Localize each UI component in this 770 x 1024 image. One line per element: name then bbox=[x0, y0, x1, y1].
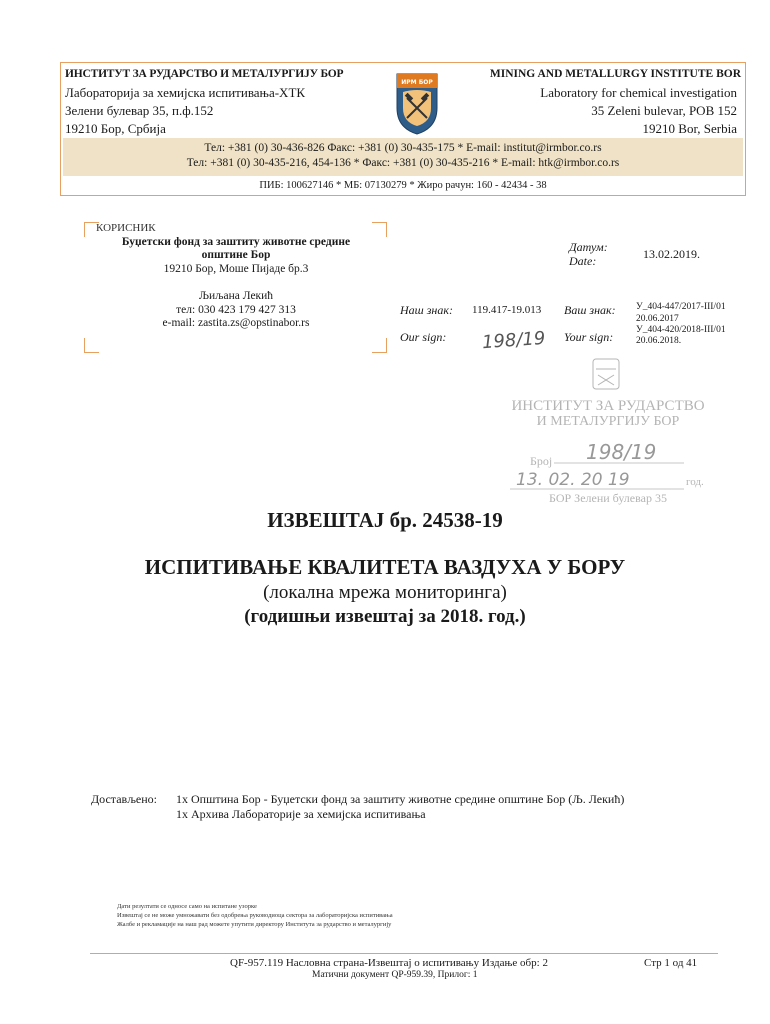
report-title: ИСПИТИВАЊЕ КВАЛИТЕТА ВАЗДУХА У БОРУ bbox=[144, 555, 626, 579]
your-sign-1: У_404-447/2017-III/01 bbox=[636, 302, 726, 312]
institute-name-en: MINING AND METALLURGY INSTITUTE BOR bbox=[489, 68, 741, 80]
footer-master-doc: Матични документ QP-959.39, Прилог: 1 bbox=[312, 970, 478, 980]
your-sign-1-date: 20.06.2017 bbox=[636, 314, 679, 324]
delivery-label: Достављено: bbox=[91, 792, 157, 806]
report-period: (годишњи извештај за 2018. год.) bbox=[244, 606, 526, 627]
recipient-phone: тел: 030 423 179 427 313 bbox=[176, 303, 296, 316]
registry-stamp bbox=[488, 355, 728, 505]
stamp-date-value: 13. 02. 20 19 bbox=[516, 470, 630, 490]
our-sign-value: 119.417-19.013 bbox=[472, 304, 542, 316]
report-subtitle: (локална мрежа мониторинга) bbox=[263, 582, 507, 603]
stamp-line-1: ИНСТИТУТ ЗА РУДАРСТВО bbox=[511, 398, 705, 414]
contact-band bbox=[63, 138, 743, 176]
stamp-line-2: И МЕТАЛУРГИЈУ БОР bbox=[536, 414, 680, 429]
note-line-2: Извештај се не може умножавати без одобрења руководиоца сектора за лабораторијска испитивања bbox=[117, 912, 393, 919]
stamp-address: БОР Зелени булевар 35 bbox=[549, 491, 667, 505]
our-sign-label-en: Our sign: bbox=[400, 330, 447, 344]
your-sign-label-en: Your sign: bbox=[564, 330, 614, 344]
delivery-line-2: 1x Архива Лабораторије за хемијска испитивања bbox=[176, 807, 426, 821]
your-sign-2: У_404-420/2018-III/01 bbox=[636, 325, 726, 335]
contact-line-1: Тел: +381 (0) 30-436-826 Факс: +381 (0) 30-435-175 * E-mail: institut@irmbor.co.rs bbox=[204, 142, 602, 154]
lab-name-en: Laboratory for chemical investigation bbox=[540, 85, 737, 100]
recipient-name-2: општине Бор bbox=[201, 249, 271, 261]
stamp-number-label: Број bbox=[530, 454, 553, 468]
date-label-en: Date: bbox=[569, 254, 597, 268]
institute-logo-icon bbox=[395, 68, 439, 136]
footer-divider bbox=[90, 953, 718, 954]
footer-form-id: QF-957.119 Насловна страна-Извештај о испитивању Издање обр: 2 bbox=[230, 957, 548, 969]
our-sign-label-sr: Наш знак: bbox=[400, 303, 453, 317]
note-line-1: Дати резултати се односе само на испитане узорке bbox=[117, 903, 257, 910]
contact-line-2: Тел: +381 (0) 30-435-216, 454-136 * Факс: +381 (0) 30-435-216 * E-mail: htk@irmbor.co.rs bbox=[186, 157, 620, 169]
delivery-line-1: 1x Општина Бор - Буџетски фонд за заштиту животне средине општине Бор (Љ. Лекић) bbox=[176, 792, 625, 806]
recipient-person: Љиљана Лекић bbox=[198, 290, 274, 302]
note-line-3: Жалбе и рекламације на наш рад можете упутити директору Института за рударство и металургију bbox=[117, 921, 392, 928]
city-en: 19210 Bor, Serbia bbox=[642, 121, 737, 136]
lab-name-sr: Лабораторија за хемијска испитивања-ХТК bbox=[65, 85, 306, 100]
address-en: 35 Zeleni bulevar, POB 152 bbox=[591, 103, 737, 118]
your-sign-label-sr: Ваш знак: bbox=[564, 303, 616, 317]
date-label-sr: Датум: bbox=[569, 240, 608, 254]
recipient-address: 19210 Бор, Моше Пијаде бр.3 bbox=[163, 262, 309, 275]
your-sign-2-date: 20.06.2018. bbox=[636, 336, 682, 346]
city-sr: 19210 Бор, Србија bbox=[65, 121, 166, 136]
date-value: 13.02.2019. bbox=[643, 247, 700, 261]
our-sign-handwritten: 198/19 bbox=[481, 327, 546, 354]
address-sr: Зелени булевар 35, п.ф.152 bbox=[65, 103, 214, 118]
recipient-name-1: Буџетски фонд за заштиту животне средине bbox=[121, 235, 351, 248]
bracket-bottom-left bbox=[84, 338, 99, 353]
stamp-year-suffix: год. bbox=[686, 476, 704, 488]
pib-line: ПИБ: 100627146 * МБ: 07130279 * Жиро рачун: 160 - 42434 - 38 bbox=[259, 180, 547, 191]
institute-header bbox=[60, 62, 746, 196]
recipient-email: e-mail: zastita.zs@opstinabor.rs bbox=[162, 317, 310, 329]
recipient-label: КОРИСНИК bbox=[96, 222, 156, 234]
bracket-bottom-right bbox=[372, 338, 387, 353]
recipient-block bbox=[96, 222, 376, 331]
stamp-number-value: 198/19 bbox=[586, 440, 657, 464]
logo-text: ИРМ БОР bbox=[401, 79, 433, 86]
report-number: ИЗВЕШТАЈ бр. 24538-19 bbox=[267, 508, 503, 532]
footer-page-number: Стр 1 од 41 bbox=[644, 957, 698, 969]
institute-name-sr: ИНСТИТУТ ЗА РУДАРСТВО И МЕТАЛУРГИЈУ БОР bbox=[65, 68, 344, 80]
